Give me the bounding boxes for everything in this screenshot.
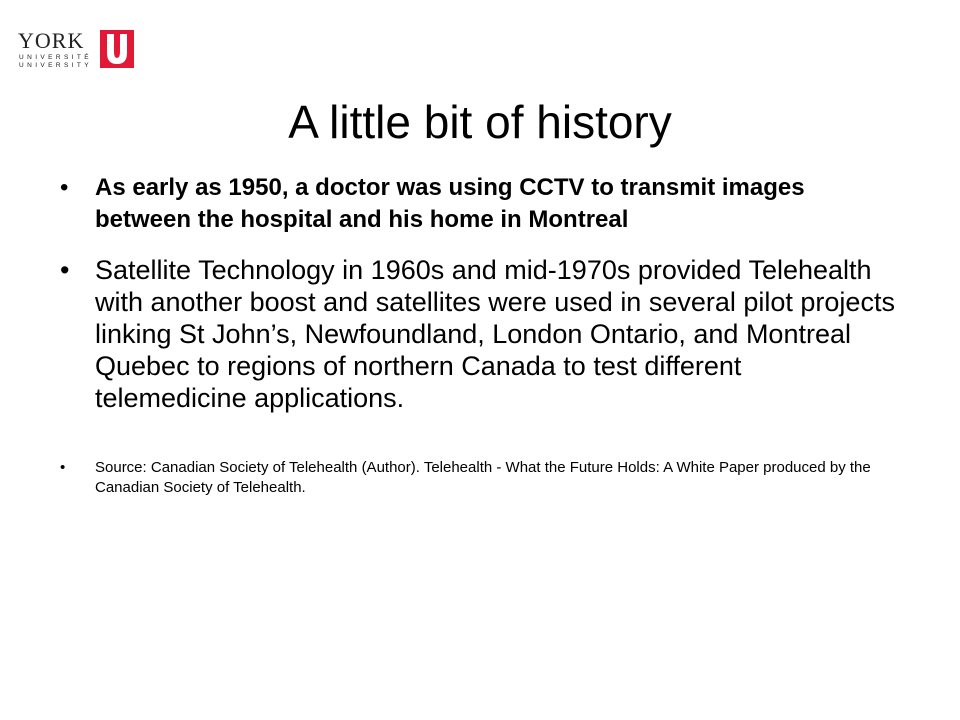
bullet-item-satellite: • Satellite Technology in 1960s and mid-1970s provided Telehealth with another boost and satellites were used in several pilot projects linking St John’s, Newfoundland, London Ontario, and Montreal Quebec to regions of northern Canada to test different telemedicine applications. [60, 254, 900, 414]
york-u-logo-icon [100, 30, 134, 68]
bullet-item-source: • Source: Canadian Society of Telehealth (Author). Telehealth - What the Future Holds: A White Paper produced by the Canadian Society of Telehealth. [60, 458, 900, 498]
logo-subtitle-fr: UNIVERSITÉ [19, 54, 93, 61]
slide-title: A little bit of history [288, 95, 672, 148]
logo-subtitle-en: UNIVERSITY [19, 62, 93, 69]
bullet-item-cctv: • As early as 1950, a doctor was using CCTV to transmit images between the hospital and his home in Montreal [60, 172, 900, 236]
york-university-logo [18, 30, 138, 70]
bullet-list [60, 172, 900, 498]
logo-wordmark: YORK [18, 28, 85, 53]
